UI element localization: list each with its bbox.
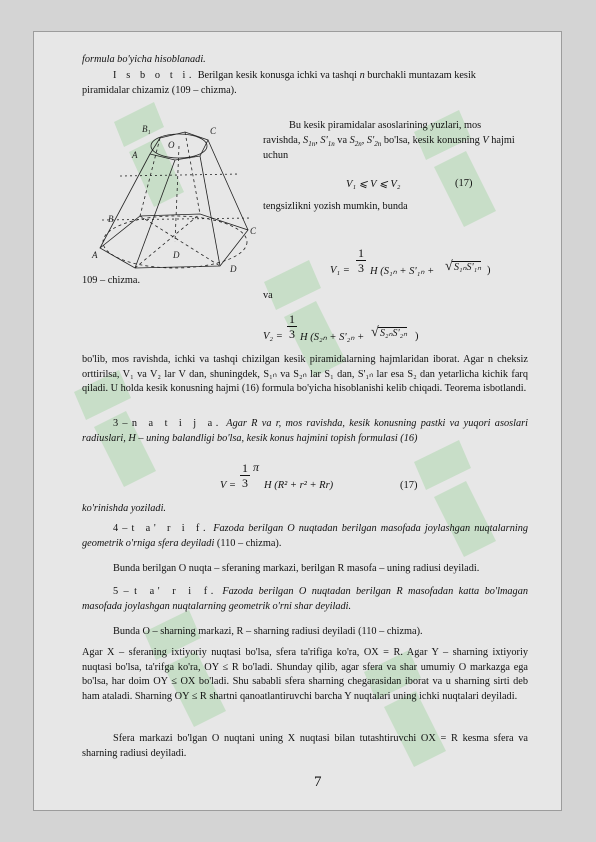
isbot-text-a: Berilgan kesik konusga ichki va tashqi xyxy=(197,70,357,81)
eq2-close: ) xyxy=(415,331,419,342)
s2n: $S_{2n}$ xyxy=(349,135,362,149)
tarif4-paragraph xyxy=(82,522,528,551)
sqrt-sign: √ xyxy=(445,259,453,274)
r2-text: ravishda, xyxy=(263,135,301,146)
tengsiz-line: tengsizlikni yozish mumkin, bunda xyxy=(263,201,408,212)
paragraph-bolib: bo'lib, mos ravishda, ichki va tashqi chizilgan kesik piramidalarning hajmlaridan iborat. Agar n cheksiz orttirilsa, V₁ va V₂ lar V dan, shuningdek, S₁ₙ va S₂ₙ lar S₁ dan, S'₁ₙ lar esa S₂ dan yetarlicha kichik farq qiladi. U holda kesik konusning hajmi (16) formula bo'yicha hisoblanishi kelib chiqadi. Teorema isbotlandi. xyxy=(82,354,528,395)
label-c: C xyxy=(250,226,257,236)
eq1-radical: S₁ₙS'₁ₙ xyxy=(454,262,482,273)
eq1-lhs: V₁ = xyxy=(330,265,350,276)
tarif5-word: t a' r i f. xyxy=(134,586,217,597)
r2-text-c: hajmi xyxy=(491,135,515,146)
fig-caption: 109 – chizma. xyxy=(82,275,141,286)
comma: , xyxy=(315,135,318,146)
korin-line: ko'rinishda yoziladi. xyxy=(82,503,167,514)
text-line: formula bo'yicha hisoblanadi. xyxy=(82,54,206,65)
paragraph-bunda-o2: Bunda O – sharning markazi, R – sharning radiusi deyiladi (110 – chizma). xyxy=(113,626,423,637)
natija-word: n a t i j a. xyxy=(131,418,222,429)
right-line-1: Bu kesik piramidalar asoslarining yuzlari, mos xyxy=(289,120,482,131)
natija-paragraph xyxy=(82,417,528,446)
isbot-line-2: piramidalar chizamiz (109 – chizma). xyxy=(82,85,237,96)
eq3-number: (17) xyxy=(400,480,418,491)
comma: , xyxy=(361,135,365,146)
paragraph-sfera-markazi: Sfera markazi bo'lgan O nuqtani uning X nuqtasi bilan tutashtiruvchi OX = R kesma sfera va sharning radiusi deyiladi. xyxy=(82,733,528,759)
tarif4-tail: (110 – chizma). xyxy=(216,537,282,549)
isbot-word: I s b o t i. xyxy=(113,70,196,81)
label-a-top: A xyxy=(132,150,138,160)
r2-text-b: bo'lsa, kesik konusning xyxy=(383,135,480,146)
v-var: V xyxy=(482,135,489,146)
tarif5-text: Fazoda berilgan O nuqtadan berilgan R masofadan katta bo'lmagan masofada joylashgan nuqtalarning geometrik o'rni shar deyiladi. xyxy=(82,586,528,612)
paragraph-agar-x: Agar X – sferaning ixtiyoriy nuqtasi bo'lsa, sfera ta'rifiga ko'ra, OX = R. Agar Y – sharning ixtiyoriy nuqtasi bo'lsa, ta'rifga ko'ra, OY ≤ R bo'ladi. Shunday qilib, agar sfera va shar umumiy O markazga ega bo'lsa, har doim OY ≤ OX bo'ladi. Shu sababli sfera sharning chegarasidan iborat va u sharning sirti deb ham ataladi. Sharning OY ≤ R shartni qanoatlantiruvchi barcha Y nuqtalari uning ichki nuqtalari deyiladi. xyxy=(82,647,528,702)
figure-109-truncated-pyramid xyxy=(80,118,260,278)
s2n-prime: $S'_{2n}$ xyxy=(366,135,382,149)
page xyxy=(33,31,562,811)
page-number: 7 xyxy=(314,774,322,790)
label-c-top: C xyxy=(210,126,217,136)
eq3-rhs: H (R² + r² + Rr) xyxy=(264,480,334,491)
va: va xyxy=(337,135,348,146)
eq3-pi: π xyxy=(253,460,260,474)
tarif5-num: 5 – xyxy=(113,586,129,597)
isbot-text-b: burchakli muntazam kesik xyxy=(367,70,476,81)
eq1-fraction: 1 3 xyxy=(358,246,364,275)
tarif4-word: t a' r i f. xyxy=(131,523,210,534)
right-line-3: uchun xyxy=(263,150,289,161)
sqrt-sign: √ xyxy=(371,325,379,340)
natija-text: Agar R va r, mos ravishda, kesik konusning pastki va yuqori asoslari radiuslari, H – uning balandligi bo'lsa, kesik konus hajmini topish formulasi (16) xyxy=(82,418,528,444)
inequality: V₁ ⩽ V ⩽ V₂ xyxy=(346,179,401,190)
paragraph-bunda-o: Bunda berilgan O nuqta – sferaning markazi, berilgan R masofa – uning radiusi deyiladi. xyxy=(113,563,480,574)
eq3-fraction: 1 3 xyxy=(242,461,248,490)
eq3-lhs: V = xyxy=(220,480,236,491)
label-d: D xyxy=(230,264,237,274)
label-o: O xyxy=(168,140,175,150)
tarif4-num: 4 – xyxy=(113,523,128,534)
label-b: B xyxy=(108,214,114,224)
s1n: $S_{1n}$ xyxy=(303,135,316,149)
eq2-rhs: H (S₂ₙ + S'₂ₙ + xyxy=(300,332,365,343)
label-a: A xyxy=(92,250,98,260)
natija-num: 3 – xyxy=(113,418,128,429)
label-b1: B₁ xyxy=(142,124,151,134)
eq2-lhs: V₂ = xyxy=(263,331,283,342)
va-line: va xyxy=(263,290,273,301)
eq1-rhs: H (S₁ₙ + S'₁ₙ + xyxy=(370,266,435,277)
label-d-mid: D xyxy=(173,250,180,260)
isbot-paragraph xyxy=(82,69,528,84)
eq-number-ineq: (17) xyxy=(455,178,473,189)
tarif4-text: Fazoda berilgan O nuqtadan berilgan masofada joylashgan nuqtalarning geometrik o'rniga sfera deyiladi xyxy=(82,523,528,549)
eq1-close: ) xyxy=(487,265,491,276)
s1n-prime: $S'_{1n}$ xyxy=(320,135,335,149)
eq2-fraction: 1 3 xyxy=(289,312,295,341)
tarif5-paragraph xyxy=(82,585,528,614)
isbot-n: n xyxy=(359,70,365,81)
eq2-radical: S₂ₙS'₂ₙ xyxy=(380,328,408,339)
